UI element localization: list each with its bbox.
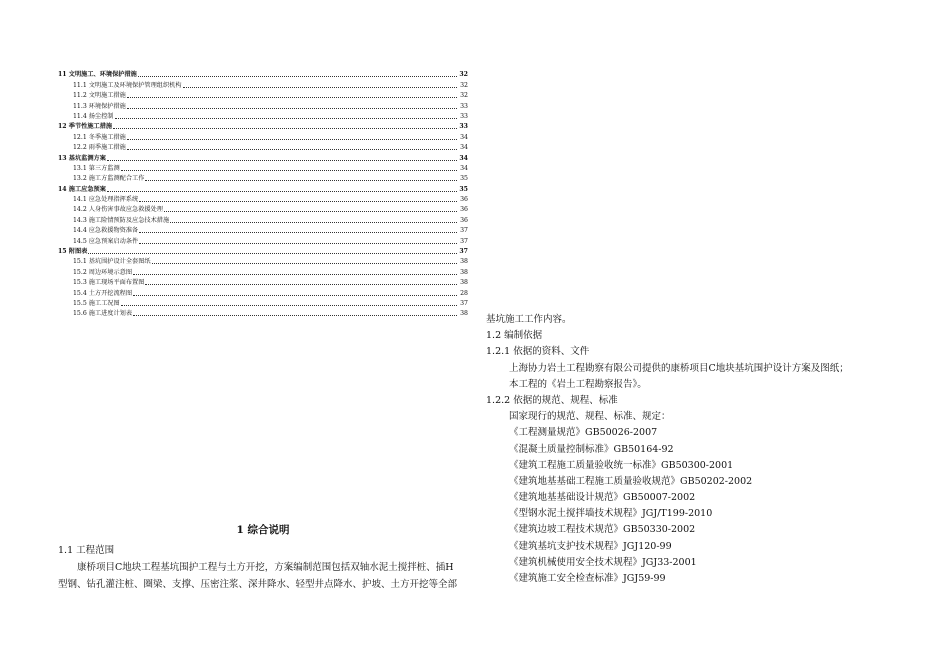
toc-entry-label: 11.2 文明施工措施 <box>73 92 126 100</box>
body-line: 《建筑基坑支护技术规程》JGJ120-99 <box>509 540 672 552</box>
toc-entry-page: 36 <box>460 216 468 224</box>
toc-leader-dots <box>113 128 457 129</box>
toc-entry-page: 35 <box>459 185 468 193</box>
toc-entry-page: 28 <box>460 289 468 297</box>
body-line: 《建筑施工安全检查标准》JGJ59-99 <box>509 573 666 584</box>
toc-entry-page: 37 <box>460 237 468 245</box>
toc-entry[interactable] <box>58 174 468 184</box>
toc-entry-page: 33 <box>460 112 468 120</box>
toc-leader-dots <box>115 118 458 119</box>
toc-entry-page: 38 <box>460 310 468 318</box>
toc-entry[interactable] <box>58 184 468 194</box>
toc-entry-page: 35 <box>460 175 468 183</box>
toc-entry[interactable] <box>58 80 468 90</box>
toc-entry[interactable] <box>58 122 468 132</box>
toc-entry-page: 38 <box>460 279 468 287</box>
toc-entry-page: 37 <box>459 248 468 256</box>
toc-entry-page: 37 <box>460 299 468 307</box>
body-line: 上海协力岩土工程勘察有限公司提供的康桥项目C地块基坑围护设计方案及图纸； <box>509 362 849 374</box>
toc-entry-label: 15.6 施工进度计划表 <box>73 310 133 318</box>
toc-leader-dots <box>139 201 457 202</box>
toc-entry-label: 11.3 环境保护措施 <box>73 102 126 110</box>
toc-leader-dots <box>127 97 457 98</box>
toc-leader-dots <box>133 295 457 296</box>
toc-entry-label: 11 文明施工、环境保护措施 <box>58 71 137 79</box>
toc-entry-page: 38 <box>460 268 468 276</box>
toc-leader-dots <box>145 180 457 181</box>
body-line: 1.2.2 依据的规范、规程、标准 <box>486 394 618 406</box>
toc-entry[interactable] <box>58 143 468 153</box>
body-line: 《建筑工程施工质量验收统一标准》GB50300-2001 <box>509 459 734 471</box>
toc-entry-label: 15.5 施工工况图 <box>73 299 120 307</box>
sub-heading: 1.1 工程范围 <box>58 545 115 556</box>
toc-leader-dots <box>133 315 457 316</box>
toc-entry-label: 15.3 施工现场平面布置图 <box>73 279 145 287</box>
right-column <box>486 312 886 587</box>
body-line: 《建筑地基基础设计规范》GB50007-2002 <box>509 492 696 504</box>
toc-entry-label: 15.2 周边环境示意图 <box>73 268 133 276</box>
toc-entry[interactable] <box>58 195 468 205</box>
toc-leader-dots <box>139 232 457 233</box>
toc-entry[interactable] <box>58 278 468 288</box>
toc-entry-page: 32 <box>460 81 468 89</box>
toc-entry-page: 36 <box>460 196 468 204</box>
toc-entry-label: 14 施工应急预案 <box>58 185 106 193</box>
toc-leader-dots <box>127 139 457 140</box>
toc-entry[interactable] <box>58 236 468 246</box>
toc-entry[interactable] <box>58 309 468 319</box>
toc-entry-label: 12 季节性施工措施 <box>58 123 113 131</box>
toc-entry[interactable] <box>58 101 468 111</box>
toc-leader-dots <box>170 222 457 223</box>
toc-leader-dots <box>127 149 457 150</box>
body-line: 国家现行的规范、规程、标准、规定： <box>509 411 671 423</box>
toc-leader-dots <box>152 263 457 264</box>
toc-leader-dots <box>145 284 457 285</box>
toc-leader-dots <box>121 170 457 171</box>
body-line: 《工程测量规范》GB50026-2007 <box>509 427 658 439</box>
body-line: 《建筑机械使用安全技术规程》JGJ33-2001 <box>509 556 697 568</box>
toc-entry-page: 36 <box>460 206 468 214</box>
toc-leader-dots <box>133 274 457 275</box>
toc-entry-label: 12.1 冬季施工措施 <box>73 133 126 141</box>
toc-entry-page: 34 <box>460 133 468 141</box>
toc-entry[interactable] <box>58 153 468 163</box>
body-line: 《建筑边坡工程技术规范》GB50330-2002 <box>509 524 696 536</box>
toc-leader-dots <box>164 211 457 212</box>
toc-leader-dots <box>127 108 457 109</box>
toc-entry-label: 13.2 施工方监测配合工作 <box>73 175 145 183</box>
body-line: 1.2.1 依据的资料、文件 <box>486 346 590 358</box>
left-column <box>58 520 468 593</box>
toc-entry-label: 14.5 应急预案启动条件 <box>73 237 139 245</box>
toc-leader-dots <box>183 87 457 88</box>
toc-entry-label: 15 附图表 <box>58 248 88 256</box>
toc-entry-page: 34 <box>459 154 468 162</box>
toc-entry[interactable] <box>58 299 468 309</box>
body-line: 康桥项目C地块工程基坑围护工程与土方开挖，方案编制范围包括双轴水泥土搅拌桩、插H <box>77 562 454 573</box>
toc-leader-dots <box>107 191 457 192</box>
toc-entry[interactable] <box>58 91 468 101</box>
toc-entry-label: 11.1 文明施工及环境保护管理组织机构 <box>73 81 182 89</box>
toc-entry-page: 38 <box>460 258 468 266</box>
section-title: 1 综合说明 <box>236 524 290 536</box>
toc-leader-dots <box>107 160 457 161</box>
toc-entry[interactable] <box>58 132 468 142</box>
toc-entry-page: 33 <box>460 102 468 110</box>
toc-leader-dots <box>88 253 457 254</box>
toc-entry[interactable] <box>58 164 468 174</box>
table-of-contents <box>58 70 468 319</box>
body-line: 本工程的《岩土工程勘察报告》。 <box>509 378 647 390</box>
toc-entry-label: 11.4 扬尘控制 <box>73 112 114 120</box>
toc-entry[interactable] <box>58 267 468 277</box>
body-line: 《建筑地基基础工程施工质量验收规范》GB50202-2002 <box>509 475 753 487</box>
toc-entry-label: 15.1 基坑围护设计全套图纸 <box>73 258 151 266</box>
toc-entry[interactable] <box>58 226 468 236</box>
toc-entry-label: 13 基坑监测方案 <box>58 154 106 162</box>
toc-entry-label: 14.2 人身伤害事故应急救援处理 <box>73 206 163 214</box>
toc-leader-dots <box>121 305 457 306</box>
toc-entry-page: 37 <box>460 227 468 235</box>
toc-entry-page: 34 <box>460 144 468 152</box>
toc-entry[interactable] <box>58 257 468 267</box>
toc-entry-label: 13.1 第三方监测 <box>73 164 120 172</box>
toc-entry[interactable] <box>58 70 468 80</box>
toc-entry-page: 33 <box>459 123 468 131</box>
toc-entry-page: 32 <box>460 92 468 100</box>
toc-entry[interactable] <box>58 247 468 257</box>
toc-entry-label: 12.2 雨季施工措施 <box>73 144 126 152</box>
body-line: 基坑施工工作内容。 <box>486 314 572 325</box>
toc-leader-dots <box>139 243 457 244</box>
body-line: 《型钢水泥土搅拌墙技术规程》JGJ/T199-2010 <box>509 508 713 520</box>
toc-entry-label: 14.4 应急救援物资准备 <box>73 227 139 235</box>
toc-entry-page: 32 <box>459 71 468 79</box>
toc-entry-page: 34 <box>460 164 468 172</box>
toc-entry-label: 15.4 土方开挖流程图 <box>73 289 133 297</box>
toc-entry[interactable] <box>58 112 468 122</box>
body-line: 《混凝土质量控制标准》GB50164-92 <box>509 443 674 455</box>
toc-entry-label: 14.3 施工险情预防及应急技术措施 <box>73 216 170 224</box>
toc-leader-dots <box>138 76 457 77</box>
body-line: 型钢、钻孔灌注桩、圈梁、支撑、压密注浆、深井降水、轻型井点降水、护坡、土方开挖等全部 <box>58 579 458 590</box>
toc-entry[interactable] <box>58 215 468 225</box>
toc-entry[interactable] <box>58 205 468 215</box>
toc-entry-label: 14.1 应急处理指挥系统 <box>73 196 139 204</box>
body-line: 1.2 编制依据 <box>486 330 543 342</box>
toc-entry[interactable] <box>58 288 468 298</box>
